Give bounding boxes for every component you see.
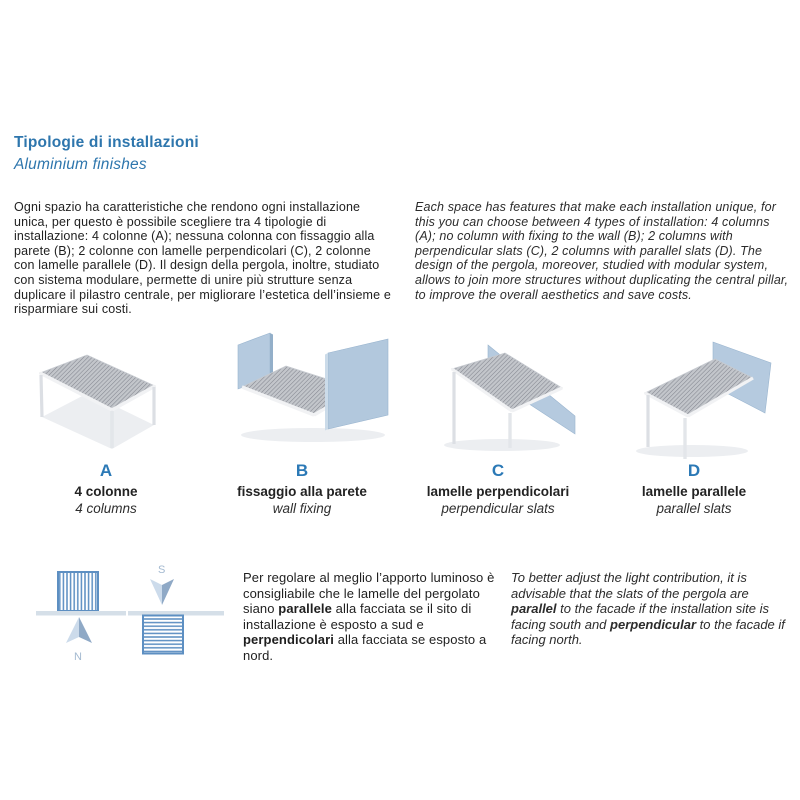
- card-label-it-a: 4 colonne: [74, 484, 138, 499]
- south-arrow-icon: [150, 579, 174, 605]
- card-letter-a: A: [99, 461, 113, 480]
- note-en-segment: To better adjust the light contribution, it is advisable that the slats of the pergola are: [511, 570, 749, 601]
- card-letter-d: D: [687, 461, 701, 480]
- note-en-bold-parallel: parallel: [511, 601, 557, 617]
- note-it-segment: Per regolare al meglio l’apporto luminoso è consigliabile che le lamelle del pergolato siano: [243, 570, 495, 617]
- card-label-en-a: 4 columns: [75, 501, 137, 516]
- north-arrow-icon: [66, 617, 92, 643]
- installation-cards-row: [8, 331, 792, 516]
- installation-card-c: [400, 331, 596, 516]
- south-label: S: [158, 564, 166, 576]
- page-title: Tipologie di installazioni: [14, 134, 199, 151]
- card-label-en-c: perpendicular slats: [441, 501, 555, 516]
- orientation-note-it: [243, 570, 496, 664]
- note-en-segment: to the facade if the installation site is facing south and: [511, 601, 769, 632]
- card-letter-b: B: [295, 461, 309, 480]
- installation-card-d: [596, 331, 792, 516]
- note-it-segment: alla facciata se il sito di installazione è esposto a sud e: [243, 601, 472, 632]
- card-label-en-b: wall fixing: [272, 501, 332, 516]
- ground-shadow: [241, 428, 385, 442]
- ground-shadow: [444, 439, 560, 451]
- orientation-note-en: [511, 570, 787, 648]
- pergola-structure: [645, 359, 753, 459]
- note-it-bold-perpendicolari: perpendicolari: [243, 632, 334, 648]
- north-facing-group: [36, 572, 126, 663]
- note-en-bold-perpendicular: perpendicular: [610, 616, 696, 632]
- note-en-segment: to the facade if facing north.: [511, 616, 785, 648]
- page-header: [14, 133, 199, 174]
- right-wall: [325, 339, 388, 431]
- pergola-perpendicular-slats-illustration: [404, 331, 592, 461]
- parallel-slats-icon: [143, 616, 183, 654]
- note-it-bold-parallele: parallele: [278, 601, 332, 617]
- ground-shadow: [636, 445, 748, 457]
- intro-paragraph-en: Each space has features that make each installation unique, for this you can choose between 4 types of installation: 4 columns (A); no column with fixing to the wall (B); 2 columns with perpendicular slats (C), 2 columns with parallel slats (D). The design of the pergola, moreover, studied with modular system, allows to join more structures without duplicating the central pillar, to improve the overall aesthetics and save costs.: [415, 200, 789, 302]
- card-label-it-c: lamelle perpendicolari: [426, 484, 570, 499]
- card-label-it-d: lamelle parallele: [641, 484, 747, 499]
- facade-line: [36, 611, 126, 616]
- installation-card-b: [204, 331, 400, 516]
- intro-paragraph-it: Ogni spazio ha caratteristiche che rendono ogni installazione unica, per questo è possibile scegliere tra 4 tipologie di installazione: 4 colonne (A); nessuna colonna con fissaggio alla parete (B); 2 colonne con lamelle perpendicolari (C), 2 colonne con lamelle parallele (D). Il design della pergola, inoltre, studiato con sistema modulare, permette di unire più strutture senza duplicare il pilastro centrale, per migliorare l’estetica dell’insieme e risparmiare sui costi.: [14, 200, 391, 317]
- card-label-it-b: fissaggio alla parete: [237, 484, 367, 499]
- orientation-diagram: [22, 556, 237, 671]
- south-facing-group: [128, 564, 224, 654]
- page-subtitle: Aluminium finishes: [14, 156, 147, 173]
- pergola-parallel-slats-illustration: [600, 331, 788, 461]
- note-it-segment: alla facciata se esposto a nord.: [243, 632, 487, 663]
- card-letter-c: C: [491, 461, 505, 480]
- pergola-wall-fixing-illustration: [208, 331, 396, 461]
- north-label: N: [74, 651, 82, 663]
- card-label-en-d: parallel slats: [656, 501, 732, 516]
- installation-card-a: [8, 331, 204, 516]
- pergola-four-columns-illustration: [12, 331, 200, 461]
- intro-section: [14, 200, 792, 317]
- perpendicular-slats-icon: [58, 572, 98, 611]
